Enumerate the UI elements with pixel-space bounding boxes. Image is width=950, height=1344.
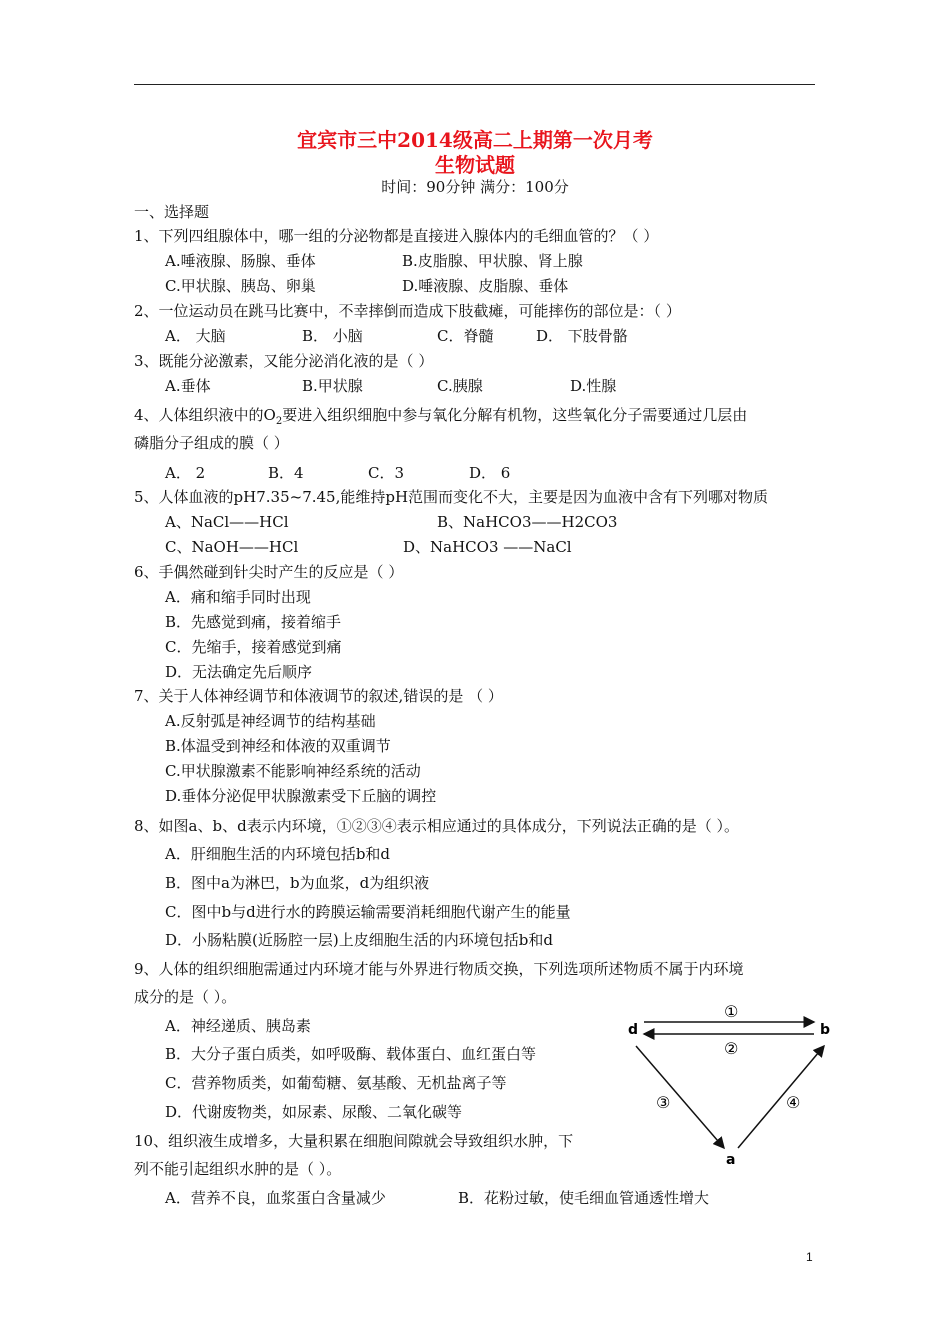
question-9-stem-line1: 9、人体的组织细胞需通过内环境才能与外界进行物质交换，下列选项所述物质不属于内环境 bbox=[134, 960, 744, 978]
q8-option-c: C．图中b与d进行水的跨膜运输需要消耗细胞代谢产生的能量 bbox=[165, 903, 571, 921]
question-2-stem: 2、一位运动员在跳马比赛中，不幸摔倒而造成下肢截瘫，可能摔伤的部位是：（ ） bbox=[134, 302, 681, 320]
q5-option-b: B、NaHCO3——H2CO3 bbox=[437, 513, 618, 531]
q8-option-b: B．图中a为淋巴，b为血浆，d为组织液 bbox=[165, 874, 430, 892]
arrow-2-label: ② bbox=[724, 1039, 739, 1058]
question-4-stem-line2: 磷脂分子组成的膜（ ） bbox=[134, 434, 289, 452]
question-4-stem-line1: 4、人体组织液中的$O_2$要进入组织细胞中参与氧化分解有机物，这些氧化分子需要通过几层由 bbox=[134, 406, 748, 427]
q10-option-a: A．营养不良，血浆蛋白含量减少 bbox=[165, 1189, 386, 1207]
node-d-label: d bbox=[628, 1022, 639, 1038]
q5-option-c: C、NaOH——HCl bbox=[165, 538, 299, 556]
question-3-stem: 3、既能分泌激素，又能分泌消化液的是（ ） bbox=[134, 352, 434, 370]
question-10-stem-line2: 列不能引起组织水肿的是（ ）。 bbox=[134, 1160, 342, 1178]
q6-option-d: D．无法确定先后顺序 bbox=[165, 663, 313, 681]
exam-meta: 时间：90分钟 满分：100分 bbox=[381, 178, 569, 196]
arrow-4 bbox=[738, 1046, 824, 1148]
q7-option-d: D.垂体分泌促甲状腺激素受下丘脑的调控 bbox=[165, 787, 437, 805]
q5-option-a: A、NaCl——HCl bbox=[165, 513, 289, 531]
q9-option-a: A．神经递质、胰岛素 bbox=[165, 1017, 311, 1035]
arrow-4-label: ④ bbox=[786, 1093, 801, 1112]
question-8-stem: 8、如图a、b、d表示内环境，①②③④表示相应通过的具体成分，下列说法正确的是（ ）。 bbox=[134, 817, 739, 835]
q7-option-c: C.甲状腺激素不能影响神经系统的活动 bbox=[165, 762, 421, 780]
q4-option-d: D． 6 bbox=[469, 464, 511, 482]
q1-option-a: A.唾液腺、肠腺、垂体 bbox=[165, 252, 316, 270]
arrow-3-label: ③ bbox=[656, 1093, 671, 1112]
q2-option-c: C．脊髓 bbox=[437, 327, 494, 345]
q4-option-a: A． 2 bbox=[165, 464, 206, 482]
q7-option-a: A.反射弧是神经调节的结构基础 bbox=[165, 712, 376, 730]
node-a-label: a bbox=[726, 1152, 736, 1168]
exam-title: 宜宾市三中2014级高二上期第一次月考 bbox=[297, 128, 653, 152]
q9-option-d: D．代谢废物类，如尿素、尿酸、二氧化碳等 bbox=[165, 1103, 463, 1121]
arrow-1-label: ① bbox=[724, 1002, 739, 1021]
arrow-3 bbox=[636, 1046, 724, 1148]
q1-option-d: D.唾液腺、皮脂腺、垂体 bbox=[402, 277, 569, 295]
question-6-stem: 6、手偶然碰到针尖时产生的反应是（ ） bbox=[134, 563, 404, 581]
q4-option-b: B．4 bbox=[268, 464, 304, 482]
q7-option-b: B.体温受到神经和体液的双重调节 bbox=[165, 737, 391, 755]
internal-environment-diagram bbox=[620, 998, 840, 1173]
question-7-stem: 7、关于人体神经调节和体液调节的叙述,错误的是 （ ） bbox=[134, 687, 503, 705]
q3-option-b: B.甲状腺 bbox=[302, 377, 363, 395]
question-1-stem: 1、下列四组腺体中，哪一组的分泌物都是直接进入腺体内的毛细血管的？（ ） bbox=[134, 227, 659, 245]
header-rule bbox=[134, 84, 815, 85]
node-b-label: b bbox=[820, 1022, 831, 1038]
q2-option-d: D． 下肢骨骼 bbox=[536, 327, 628, 345]
q6-option-b: B．先感觉到痛，接着缩手 bbox=[165, 613, 342, 631]
q2-option-a: A． 大脑 bbox=[165, 327, 226, 345]
q3-option-c: C.胰腺 bbox=[437, 377, 483, 395]
q5-option-d: D、NaHCO3 ——NaCl bbox=[403, 538, 572, 556]
section-heading: 一、选择题 bbox=[134, 203, 210, 221]
q1-option-c: C.甲状腺、胰岛、卵巢 bbox=[165, 277, 316, 295]
q2-option-b: B． 小脑 bbox=[302, 327, 363, 345]
q6-option-a: A．痛和缩手同时出现 bbox=[165, 588, 311, 606]
q4-option-c: C．3 bbox=[368, 464, 405, 482]
question-10-stem-line1: 10、组织液生成增多，大量积累在细胞间隙就会导致组织水肿，下 bbox=[134, 1132, 574, 1150]
q8-option-d: D．小肠粘膜(近肠腔一层)上皮细胞生活的内环境包括b和d bbox=[165, 931, 553, 949]
question-5-stem: 5、人体血液的pH7.35~7.45,能维持pH范围而变化不大，主要是因为血液中含有下列哪对物质 bbox=[134, 488, 769, 506]
q8-option-a: A．肝细胞生活的内环境包括b和d bbox=[165, 845, 391, 863]
q9-option-b: B．大分子蛋白质类，如呼吸酶、载体蛋白、血红蛋白等 bbox=[165, 1045, 537, 1063]
q3-option-a: A.垂体 bbox=[165, 377, 211, 395]
q1-option-b: B.皮脂腺、甲状腺、肾上腺 bbox=[402, 252, 583, 270]
exam-subtitle: 生物试题 bbox=[435, 153, 515, 177]
q6-option-c: C．先缩手，接着感觉到痛 bbox=[165, 638, 342, 656]
question-9-stem-line2: 成分的是（ ）。 bbox=[134, 988, 237, 1006]
q9-option-c: C．营养物质类，如葡萄糖、氨基酸、无机盐离子等 bbox=[165, 1074, 507, 1092]
q10-option-b: B．花粉过敏，使毛细血管通透性增大 bbox=[458, 1189, 710, 1207]
page-number: 1 bbox=[806, 1250, 813, 1264]
q3-option-d: D.性腺 bbox=[570, 377, 617, 395]
